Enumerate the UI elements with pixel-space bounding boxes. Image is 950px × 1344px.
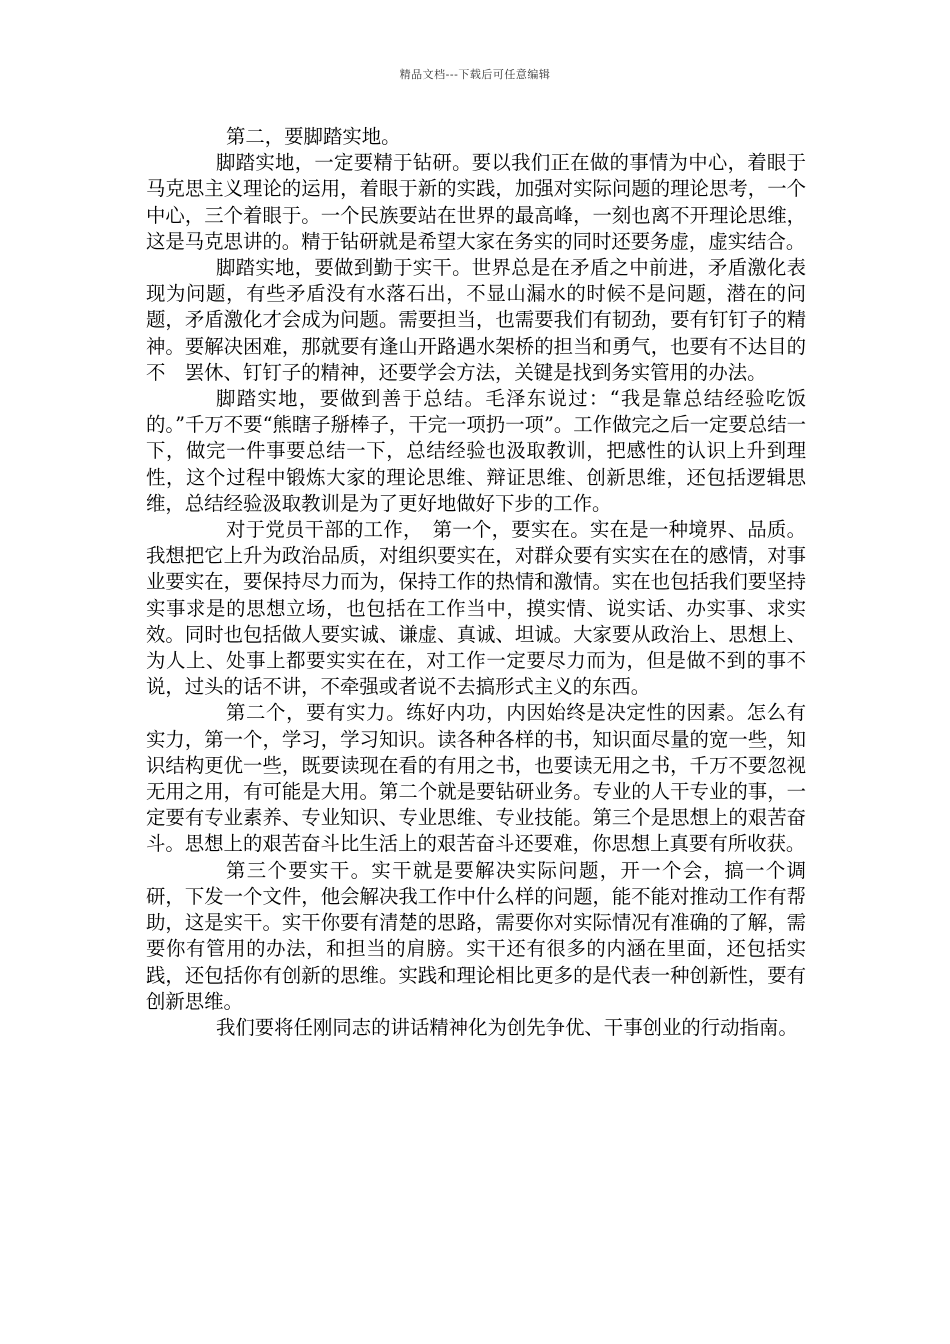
paragraph-hard-work: 脚踏实地，要做到勤于实干。世界总是在矛盾之中前进，矛盾激化表现为问题，有些矛盾没有水落石出，不显山漏水的时候不是问题，潜在的问题，矛盾激化才会成为问题。需要担当，也需要我们有韧劲，要有钉钉子的精神。要解决困难，那就要有逢山开路遇水架桥的担当和勇气，也要有不达目的不 罢休、钉钉子的精神，还要学会方法，关键是找到务实管用的办法。 [146,256,806,384]
document-body [146,124,806,1041]
paragraph-do-real-work: 第三个要实干。实干就是要解决实际问题，开一个会，搞一个调研，下发一个文件，他会解决我工作中什么样的问题，能不能对推动工作有帮助，这是实干。实干你要有清楚的思路，需要你对实际情况有准确的了解，需要你有管用的办法，和担当的肩膀。实干还有很多的内涵在里面，还包括实践，还包括你有创新的思维。实践和理论相比更多的是代表一种创新性，要有创新思维。 [146,858,806,1013]
paragraph-have-strength: 第二个，要有实力。练好内功，内因始终是决定性的因素。怎么有实力，第一个，学习，学习知识。读各种各样的书，知识面尽量的宽一些，知识结构更优一些，既要读现在看的有用之书，也要读无用之书，千万不要忽视无用之用，有可能是大用。第二个就是要钻研业务。专业的人干专业的事，一定要有专业素养、专业知识、专业思维、专业技能。第三个是思想上的艰苦奋斗。思想上的艰苦奋斗比生活上的艰苦奋斗还要难，你思想上真要有所收获。 [146,701,806,856]
paragraph-study: 脚踏实地，一定要精于钻研。要以我们正在做的事情为中心，着眼于马克思主义理论的运用，着眼于新的实践，加强对实际问题的理论思考，一个中心，三个着眼于。一个民族要站在世界的最高峰，一刻也离不开理论思维，这是马克思讲的。精于钻研就是希望大家在务实的同时还要务虚，虚实结合。 [146,151,806,253]
paragraph-summarize: 脚踏实地，要做到善于总结。毛泽东说过：“我是靠总结经验吃饭的。”千万不要“熊瞎子掰棒子，干完一项扔一项”。工作做完之后一定要总结一下，做完一件事要总结一下，总结经验也汲取教训，把感性的认识上升到理性，这个过程中锻炼大家的理论思维、辩证思维、创新思维，还包括逻辑思维，总结经验汲取教训是为了更好地做好下步的工作。 [146,387,806,515]
paragraph-be-real: 对于党员干部的工作， 第一个，要实在。实在是一种境界、品质。我想把它上升为政治品质，对组织要实在，对群众要有实实在在的感情，对事业要实在，要保持尽力而为，保持工作的热情和激情。实在也包括我们要坚持实事求是的思想立场，也包括在工作当中，摸实情、说实话、办实事、求实效。同时也包括做人要实诚、谦虚、真诚、坦诚。大家要从政治上、思想上、为人上、处事上都要实实在在，对工作一定要尽力而为，但是做不到的事不说，过头的话不讲，不牵强或者说不去搞形式主义的东西。 [146,518,806,699]
paragraph-conclusion: 我们要将任刚同志的讲话精神化为创先争优、干事创业的行动指南。 [216,1015,798,1039]
page-header: 精品文档---下载后可任意编辑 [399,68,551,81]
section-heading: 第二，要脚踏实地。 [226,125,401,148]
